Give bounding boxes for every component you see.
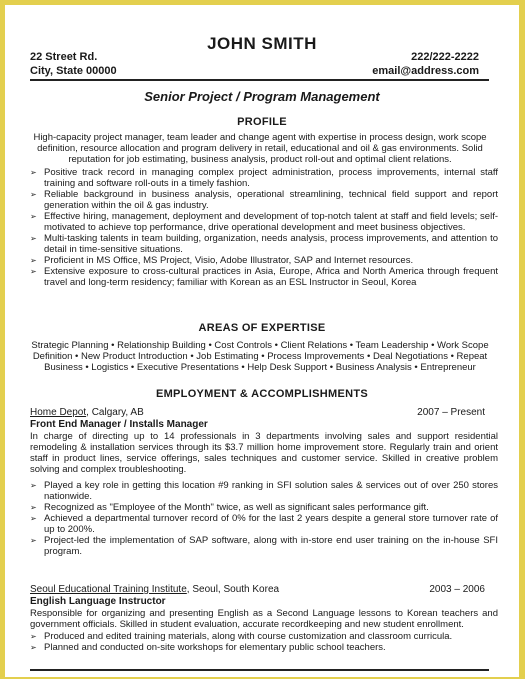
resume-page (5, 5, 519, 677)
list-item: ➢ Effective hiring, management, deployment and development of top-notch talent at staff and field levels; self-motivated to achieve top performance, drive operational development and meet business objectives. (30, 211, 498, 233)
employer-location: , Calgary, AB (86, 407, 144, 418)
footer-divider (30, 669, 489, 671)
list-item: ➢ Produced and edited training materials, along with course customization and classroom curricula. (30, 631, 498, 642)
job-bullets (30, 631, 498, 653)
headline: Senior Project / Program Management (144, 89, 380, 104)
list-item: ➢ Project-led the implementation of SAP software, along with in-store end user training on the in-house SFI program. (30, 535, 498, 557)
candidate-name: JOHN SMITH (207, 34, 317, 53)
list-item: ➢ Played a key role in getting this location #9 ranking in SFI solution sales & services out of over 250 stores nationwide. (30, 480, 498, 502)
job-title: English Language Instructor (30, 596, 166, 607)
job-dates: 2003 – 2006 (429, 584, 485, 595)
job-header-home-depot (30, 407, 485, 419)
job-header-seoul-institute (30, 584, 485, 596)
expertise-list: Strategic Planning • Relationship Building • Cost Controls • Client Relations • Team Leadership • Work Scope Definition • New Product Introduction • Job Estimating • Process Improvements • Deal Negotiations • Repeat Business • Logistics • Executive Presentations • Help Desk Support • Business Analysis • Entrepreneur (31, 340, 489, 373)
section-title-employment: EMPLOYMENT & ACCOMPLISHMENTS (155, 388, 369, 400)
list-item: ➢ Planned and conducted on-site workshops for elementary public school teachers. (30, 642, 498, 653)
employer-location: , Seoul, South Korea (186, 584, 280, 595)
list-item: ➢ Reliable background in business analysis, operational streamlining, technical field support and report generation within the oil & gas industry. (30, 189, 498, 211)
list-item: ➢ Proficient in MS Office, MS Project, Visio, Adobe Illustrator, SAP and Internet resources. (30, 255, 498, 266)
job-dates: 2007 – Present (417, 407, 485, 418)
section-title-profile: PROFILE (237, 116, 287, 128)
job-description: In charge of directing up to 14 professionals in 3 departments involving sales and support residential remodeling & installation services through its $3.7 million home improvement store. Regularly train and orient staff in product lines, service offerings, sales techniques and customer service. Skilled in creative problem solving and complex troubleshooting. (30, 431, 498, 475)
employer-name: Home Depot (30, 407, 87, 418)
list-item: ➢ Multi-tasking talents in team building, organization, needs analysis, process improvements, and attention to detail in time-sensitive situations. (30, 233, 498, 255)
profile-summary: High-capacity project manager, team leader and change agent with expertise in process design, work scope definition, resource allocation and program delivery in retail, educational and oil & gas environments. Solid reputation for job estimating, business analysis, product roll-out and optimal client relations. (33, 132, 487, 165)
section-title-expertise: AREAS OF EXPERTISE (198, 322, 326, 334)
job-description: Responsible for organizing and presenting English as a Second Language lessons to Korean teachers and government officials. Skilled in student evaluation, accurate recordkeeping and new student enrollment. (30, 608, 498, 630)
email-address: email@address.com (372, 65, 479, 77)
profile-bullets (30, 167, 498, 288)
phone-number: 222/222-2222 (411, 51, 479, 63)
employer-name: Seoul Educational Training Institute (30, 584, 187, 595)
city-state: City, State 00000 (30, 65, 117, 77)
contact-phone-email (372, 50, 479, 78)
contact-address (30, 50, 117, 78)
list-item: ➢ Recognized as "Employee of the Month" twice, as well as significant sales performance gift. (30, 502, 498, 513)
list-item: ➢ Achieved a departmental turnover record of 0% for the last 2 years despite a general store turnover rate of up to 200%. (30, 513, 498, 535)
list-item: ➢ Extensive exposure to cross-cultural practices in Asia, Europe, Africa and North America through frequent travel and long-term residency; familiar with Korean as an ESL Instructor in Seoul, Korea (30, 266, 498, 288)
job-bullets (30, 480, 498, 557)
job-title: Front End Manager / Installs Manager (30, 419, 208, 430)
list-item: ➢ Positive track record in managing complex project administration, process improvements, internal staff training and software roll-outs in a timely fashion. (30, 167, 498, 189)
street-address: 22 Street Rd. (30, 51, 98, 63)
header-divider (30, 79, 489, 81)
